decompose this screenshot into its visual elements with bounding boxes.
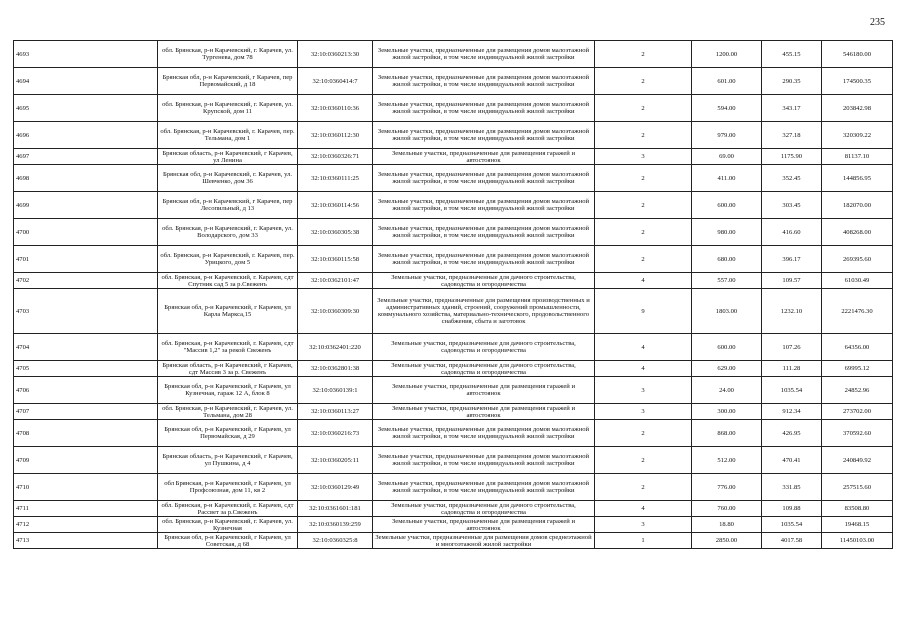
row-number-cell: 4706 (14, 377, 158, 404)
address-cell: Брянская обл, р-н Карачевский, г Карачев, ул Кузнечная, гараж 12 А, блок 8 (158, 377, 298, 404)
area-cell: 776.00 (692, 474, 762, 501)
cadastral-value-cell: 24852.96 (822, 377, 893, 404)
cadastral-number-cell: 32:10:0361601:181 (298, 501, 373, 517)
table-row (14, 404, 893, 420)
address-cell: Брянская обл, р-н Карачевский, г Карачев, ул Карла Маркса,15 (158, 289, 298, 334)
specific-value-cell: 455.15 (762, 41, 822, 68)
use-group-cell: 2 (595, 165, 692, 192)
land-use-cell: Земельные участки, предназначенные для размещения домов малоэтажной жилой застройки, в том числе индивидуальной жилой застройки (373, 420, 595, 447)
specific-value-cell: 426.95 (762, 420, 822, 447)
area-cell: 680.00 (692, 246, 762, 273)
area-cell: 1200.00 (692, 41, 762, 68)
row-number-cell: 4710 (14, 474, 158, 501)
cadastral-number-cell: 32:10:0360115:58 (298, 246, 373, 273)
cadastral-number-cell: 32:10:0362801:38 (298, 361, 373, 377)
use-group-cell: 4 (595, 361, 692, 377)
specific-value-cell: 343.17 (762, 95, 822, 122)
specific-value-cell: 327.18 (762, 122, 822, 149)
table-row (14, 334, 893, 361)
land-use-cell: Земельные участки, предназначенные для размещения гаражей и автостоянок (373, 377, 595, 404)
cadastral-value-cell: 273702.00 (822, 404, 893, 420)
land-use-cell: Земельные участки, предназначенные для размещения гаражей и автостоянок (373, 404, 595, 420)
area-cell: 18.80 (692, 517, 762, 533)
address-cell: обл Брянская, р-н Карачевский, г Карачев, ул Профсоюзная, дом 11, кв 2 (158, 474, 298, 501)
cadastral-value-cell: 174500.35 (822, 68, 893, 95)
land-use-cell: Земельные участки, предназначенные для размещения домов среднеэтажной и многоэтажной жилой застройки (373, 533, 595, 549)
table-row (14, 447, 893, 474)
address-cell: обл. Брянская, р-н Карачевский, г. Карачев, пер. Тельмана, дом 1 (158, 122, 298, 149)
row-number-cell: 4705 (14, 361, 158, 377)
table-row (14, 122, 893, 149)
cadastral-value-cell: 182070.00 (822, 192, 893, 219)
area-cell: 629.00 (692, 361, 762, 377)
row-number-cell: 4703 (14, 289, 158, 334)
cadastral-number-cell: 32:10:0360111:25 (298, 165, 373, 192)
table-row (14, 474, 893, 501)
land-use-cell: Земельные участки, предназначенные для дачного строительства, садоводства и огородничества (373, 501, 595, 517)
row-number-cell: 4707 (14, 404, 158, 420)
cadastral-value-cell: 69995.12 (822, 361, 893, 377)
cadastral-number-cell: 32:10:0360139:259 (298, 517, 373, 533)
cadastral-value-cell: 370592.60 (822, 420, 893, 447)
area-cell: 594.00 (692, 95, 762, 122)
cadastral-number-cell: 32:10:0360305:38 (298, 219, 373, 246)
address-cell: Брянская обл, р-н Карачевский, г Карачев, ул Первомайская, д 29 (158, 420, 298, 447)
specific-value-cell: 1035.54 (762, 377, 822, 404)
land-use-cell: Земельные участки, предназначенные для размещения домов малоэтажной жилой застройки, в том числе индивидуальной жилой застройки (373, 246, 595, 273)
area-cell: 24.00 (692, 377, 762, 404)
specific-value-cell: 111.28 (762, 361, 822, 377)
address-cell: Брянская обл, р-н Карачевский, г Карачев, ул Советская, д 68 (158, 533, 298, 549)
specific-value-cell: 352.45 (762, 165, 822, 192)
use-group-cell: 2 (595, 219, 692, 246)
use-group-cell: 2 (595, 246, 692, 273)
specific-value-cell: 470.41 (762, 447, 822, 474)
area-cell: 600.00 (692, 334, 762, 361)
address-cell: Брянская обл, р-н Карачевский, г Карачев, пер Лесопильный, д 13 (158, 192, 298, 219)
address-cell: Брянская обл, р-н Карачевский, г Карачев, пер Первомайский, д 18 (158, 68, 298, 95)
land-use-cell: Земельные участки, предназначенные для размещения домов малоэтажной жилой застройки, в том числе индивидуальной жилой застройки (373, 219, 595, 246)
land-registry-table (13, 40, 893, 549)
cadastral-value-cell: 320309.22 (822, 122, 893, 149)
table-row (14, 501, 893, 517)
area-cell: 980.00 (692, 219, 762, 246)
address-cell: обл. Брянская, р-н Карачевский, г. Карачев, сдт Рассвет за р.Свеженъ (158, 501, 298, 517)
table-body (14, 41, 893, 549)
row-number-cell: 4713 (14, 533, 158, 549)
land-use-cell: Земельные участки, предназначенные для размещения домов малоэтажной жилой застройки, в том числе индивидуальной жилой застройки (373, 447, 595, 474)
specific-value-cell: 1035.54 (762, 517, 822, 533)
row-number-cell: 4712 (14, 517, 158, 533)
row-number-cell: 4696 (14, 122, 158, 149)
specific-value-cell: 107.26 (762, 334, 822, 361)
cadastral-number-cell: 32:10:0360325:8 (298, 533, 373, 549)
row-number-cell: 4697 (14, 149, 158, 165)
row-number-cell: 4699 (14, 192, 158, 219)
use-group-cell: 2 (595, 420, 692, 447)
cadastral-value-cell: 2221476.30 (822, 289, 893, 334)
address-cell: обл. Брянская, р-н Карачевский, г. Карачев, пер. Урицкого, дом 5 (158, 246, 298, 273)
use-group-cell: 4 (595, 334, 692, 361)
cadastral-value-cell: 269395.60 (822, 246, 893, 273)
row-number-cell: 4702 (14, 273, 158, 289)
specific-value-cell: 396.17 (762, 246, 822, 273)
area-cell: 979.00 (692, 122, 762, 149)
row-number-cell: 4704 (14, 334, 158, 361)
specific-value-cell: 1175.90 (762, 149, 822, 165)
area-cell: 300.00 (692, 404, 762, 420)
specific-value-cell: 416.60 (762, 219, 822, 246)
cadastral-number-cell: 32:10:0360114:56 (298, 192, 373, 219)
area-cell: 2850.00 (692, 533, 762, 549)
table-row (14, 165, 893, 192)
use-group-cell: 3 (595, 517, 692, 533)
cadastral-number-cell: 32:10:0362101:47 (298, 273, 373, 289)
cadastral-value-cell: 64356.00 (822, 334, 893, 361)
address-cell: обл. Брянская, р-н Карачевский, г. Карачев, ул. Тельмана, дом 28 (158, 404, 298, 420)
table-row (14, 273, 893, 289)
land-use-cell: Земельные участки, предназначенные для размещения гаражей и автостоянок (373, 149, 595, 165)
row-number-cell: 4700 (14, 219, 158, 246)
land-use-cell: Земельные участки, предназначенные для размещения домов малоэтажной жилой застройки, в том числе индивидуальной жилой застройки (373, 474, 595, 501)
land-use-cell: Земельные участки, предназначенные для размещения домов малоэтажной жилой застройки, в том числе индивидуальной жилой застройки (373, 41, 595, 68)
address-cell: Брянская область, р-н Карачевский, г Карачев, ул Пушкина, д 4 (158, 447, 298, 474)
cadastral-number-cell: 32:10:0362401:220 (298, 334, 373, 361)
table-row (14, 219, 893, 246)
cadastral-number-cell: 32:10:0360205:11 (298, 447, 373, 474)
use-group-cell: 2 (595, 192, 692, 219)
row-number-cell: 4695 (14, 95, 158, 122)
use-group-cell: 4 (595, 273, 692, 289)
row-number-cell: 4693 (14, 41, 158, 68)
cadastral-number-cell: 32:10:0360309:30 (298, 289, 373, 334)
use-group-cell: 2 (595, 122, 692, 149)
use-group-cell: 2 (595, 68, 692, 95)
use-group-cell: 2 (595, 41, 692, 68)
use-group-cell: 2 (595, 95, 692, 122)
row-number-cell: 4709 (14, 447, 158, 474)
table-row (14, 377, 893, 404)
table-row (14, 420, 893, 447)
table-row (14, 41, 893, 68)
cadastral-number-cell: 32:10:0360216:73 (298, 420, 373, 447)
area-cell: 69.00 (692, 149, 762, 165)
use-group-cell: 2 (595, 447, 692, 474)
cadastral-value-cell: 546180.00 (822, 41, 893, 68)
table-row (14, 517, 893, 533)
cadastral-value-cell: 408268.00 (822, 219, 893, 246)
cadastral-value-cell: 83508.80 (822, 501, 893, 517)
land-use-cell: Земельные участки, предназначенные для дачного строительства, садоводства и огородничества (373, 273, 595, 289)
cadastral-number-cell: 32:10:0360113:27 (298, 404, 373, 420)
land-use-cell: Земельные участки, предназначенные для размещения домов малоэтажной жилой застройки, в том числе индивидуальной жилой застройки (373, 192, 595, 219)
area-cell: 1803.00 (692, 289, 762, 334)
row-number-cell: 4708 (14, 420, 158, 447)
area-cell: 760.00 (692, 501, 762, 517)
land-use-cell: Земельные участки, предназначенные для размещения домов малоэтажной жилой застройки, в том числе индивидуальной жилой застройки (373, 122, 595, 149)
cadastral-value-cell: 81137.10 (822, 149, 893, 165)
row-number-cell: 4694 (14, 68, 158, 95)
row-number-cell: 4698 (14, 165, 158, 192)
area-cell: 600.00 (692, 192, 762, 219)
address-cell: обл. Брянская, р-н Карачевский, г. Карачев, ул. Кузнечная (158, 517, 298, 533)
address-cell: Брянская обл, р-н Карачевский, г. Карачев, ул. Шевченко, дом 36 (158, 165, 298, 192)
land-use-cell: Земельные участки, предназначенные для размещения домов малоэтажной жилой застройки, в том числе индивидуальной жилой застройки (373, 68, 595, 95)
cadastral-value-cell: 203842.98 (822, 95, 893, 122)
address-cell: обл. Брянская, р-н Карачевский, г. Карачев, ул. Володарского, дом 33 (158, 219, 298, 246)
specific-value-cell: 331.85 (762, 474, 822, 501)
row-number-cell: 4701 (14, 246, 158, 273)
address-cell: обл. Брянская, р-н Карачевский, г. Карачев, ул. Тургенева, дом 78 (158, 41, 298, 68)
use-group-cell: 3 (595, 404, 692, 420)
cadastral-value-cell: 61030.49 (822, 273, 893, 289)
use-group-cell: 9 (595, 289, 692, 334)
specific-value-cell: 290.35 (762, 68, 822, 95)
cadastral-value-cell: 257515.60 (822, 474, 893, 501)
cadastral-number-cell: 32:10:0360414:7 (298, 68, 373, 95)
area-cell: 557.00 (692, 273, 762, 289)
address-cell: обл. Брянская, р-н Карачевский, г. Карачев, ул. Крупской, дом 11 (158, 95, 298, 122)
table-row (14, 533, 893, 549)
specific-value-cell: 912.34 (762, 404, 822, 420)
land-use-cell: Земельные участки, предназначенные для дачного строительства, садоводства и огородничества (373, 361, 595, 377)
cadastral-number-cell: 32:10:0360112:30 (298, 122, 373, 149)
specific-value-cell: 303.45 (762, 192, 822, 219)
cadastral-value-cell: 240849.92 (822, 447, 893, 474)
land-use-cell: Земельные участки, предназначенные для размещения гаражей и автостоянок (373, 517, 595, 533)
use-group-cell: 2 (595, 474, 692, 501)
use-group-cell: 3 (595, 149, 692, 165)
area-cell: 601.00 (692, 68, 762, 95)
land-use-cell: Земельные участки, предназначенные для дачного строительства, садоводства и огородничества (373, 334, 595, 361)
specific-value-cell: 109.57 (762, 273, 822, 289)
cadastral-number-cell: 32:10:0360326:71 (298, 149, 373, 165)
land-use-cell: Земельные участки, предназначенные для размещения домов малоэтажной жилой застройки, в том числе индивидуальной жилой застройки (373, 95, 595, 122)
area-cell: 512.00 (692, 447, 762, 474)
address-cell: обл. Брянская, р-н Карачевский, г. Карачев, сдт Спутник сад 5 за р.Свеженъ (158, 273, 298, 289)
table-row (14, 192, 893, 219)
table-row (14, 68, 893, 95)
row-number-cell: 4711 (14, 501, 158, 517)
land-use-cell: Земельные участки, предназначенные для размещения домов малоэтажной жилой застройки, в том числе индивидуальной жилой застройки (373, 165, 595, 192)
specific-value-cell: 1232.10 (762, 289, 822, 334)
address-cell: Брянская область, р-н Карачевский, г Карачев, ул Ленина (158, 149, 298, 165)
cadastral-number-cell: 32:10:0360129:49 (298, 474, 373, 501)
cadastral-value-cell: 19468.15 (822, 517, 893, 533)
address-cell: Брянская область, р-н Карачевский, г Карачев, сдт Массив 3 за р. Свеженъ (158, 361, 298, 377)
use-group-cell: 1 (595, 533, 692, 549)
cadastral-value-cell: 144856.95 (822, 165, 893, 192)
specific-value-cell: 109.88 (762, 501, 822, 517)
area-cell: 868.00 (692, 420, 762, 447)
cadastral-number-cell: 32:10:0360110:36 (298, 95, 373, 122)
table-row (14, 289, 893, 334)
table-row (14, 246, 893, 273)
cadastral-number-cell: 32:10:0360213:30 (298, 41, 373, 68)
cadastral-value-cell: 11450103.00 (822, 533, 893, 549)
cadastral-number-cell: 32:10:0360139:1 (298, 377, 373, 404)
page-number: 235 (870, 17, 885, 28)
table-row (14, 149, 893, 165)
use-group-cell: 4 (595, 501, 692, 517)
area-cell: 411.00 (692, 165, 762, 192)
table-row (14, 95, 893, 122)
table-row (14, 361, 893, 377)
use-group-cell: 3 (595, 377, 692, 404)
address-cell: обл. Брянская, р-н Карачевский, г. Карачев, сдт "Массив 1,2" за рекой Свеженъ (158, 334, 298, 361)
land-use-cell: Земельные участки, предназначенные для размещения производственных и административных зданий, строений, сооружений промышленности, коммунального хозяйства, материально-технического, продовольственного снабжения, сбыта и заготовок (373, 289, 595, 334)
specific-value-cell: 4017.58 (762, 533, 822, 549)
